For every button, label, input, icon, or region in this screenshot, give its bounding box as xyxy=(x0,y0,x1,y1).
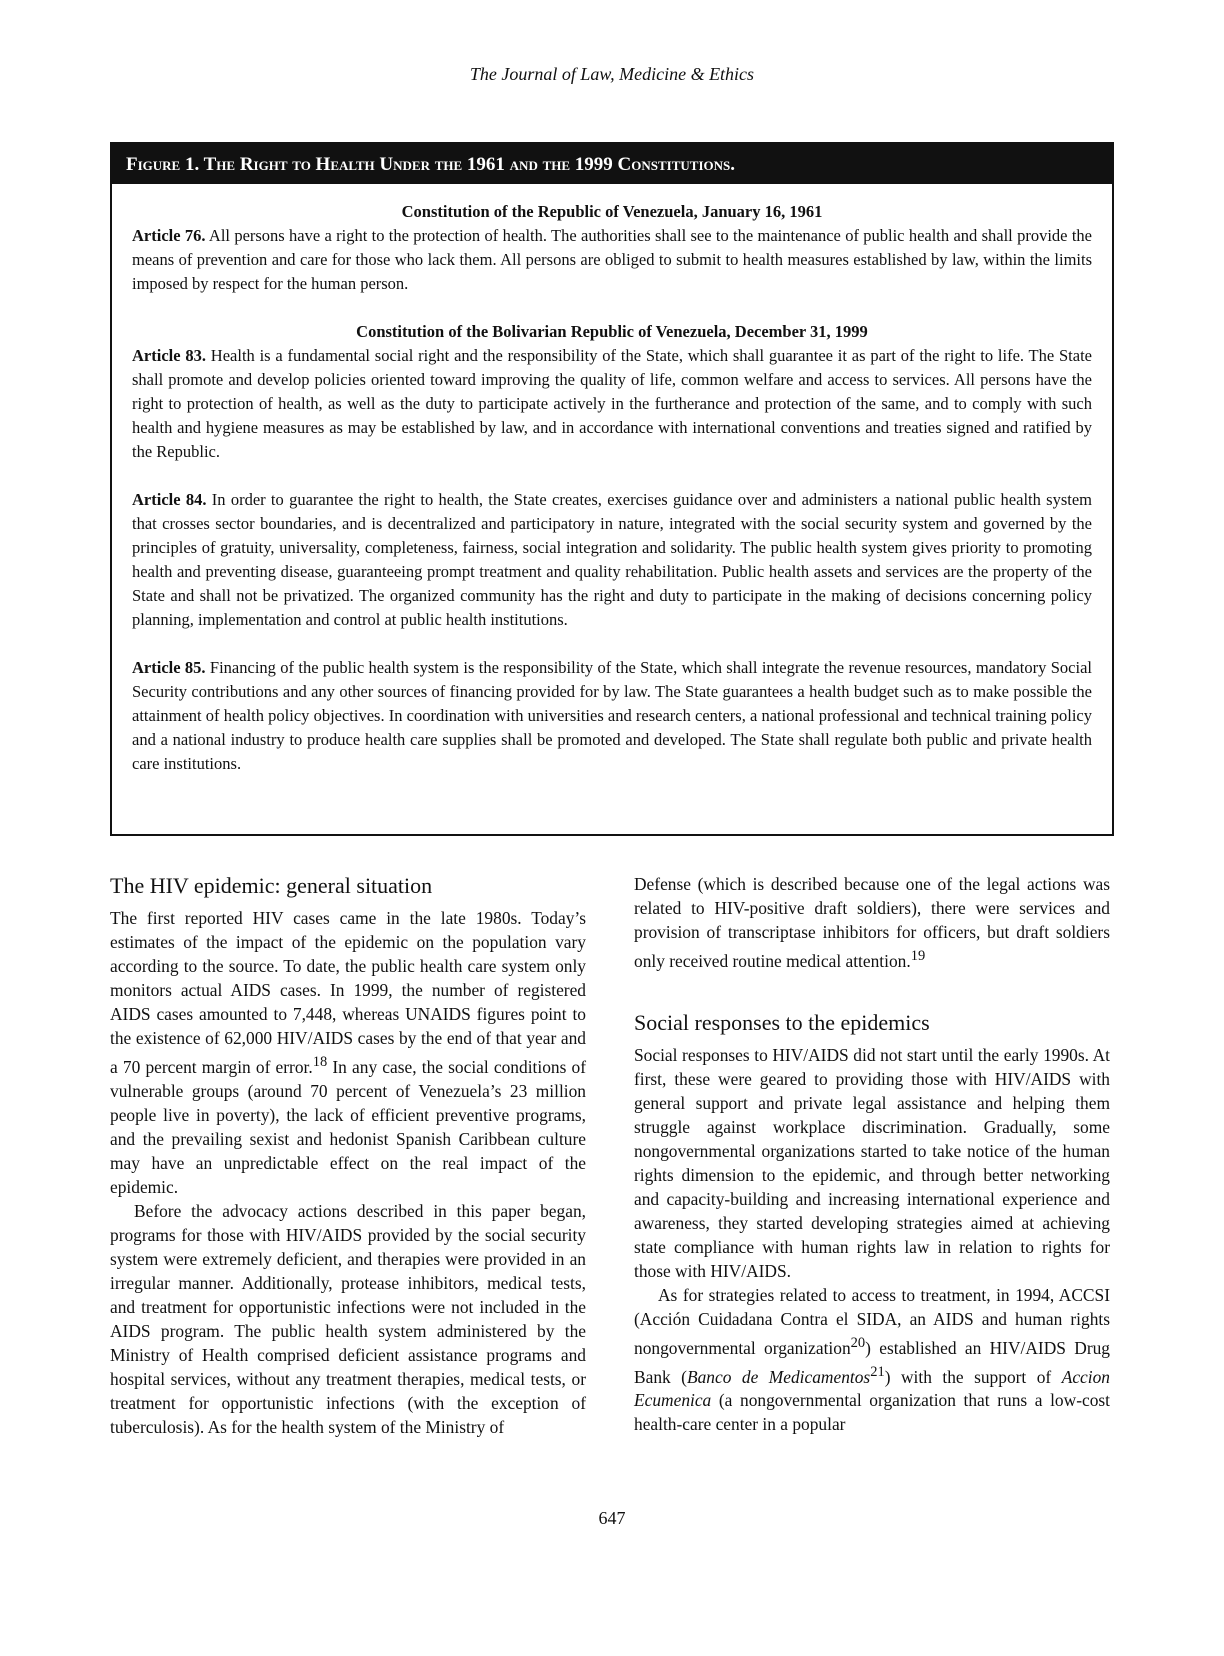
text: ) with the support of xyxy=(884,1366,1062,1387)
article-76 xyxy=(132,224,1092,296)
left-column xyxy=(110,872,586,1439)
footnote-ref: 18 xyxy=(312,1054,328,1070)
text: (a nongovernmental organization that runs a low-cost health-care center in a popular xyxy=(634,1390,1110,1435)
article-text: In order to guarantee the right to health, the State creates, exercises guidance over and administers a national public health system that crosses sector boundaries, and is decentralized and participatory in nature, integrated with the social security system and governed by the principles of gratuity, universality, completeness, fairness, social integration and solidarity. The public health system gives priority to promoting health and preventing disease, guaranteeing prompt treatment and quality rehabilitation. Public health assets and services are the property of the State and shall not be privatized. The organized community has the right and duty to participate in the making of decisions concerning policy planning, implementation and control at public health institutions. xyxy=(132,490,1092,629)
figure-body xyxy=(132,200,1092,776)
section-heading-hiv-epidemic: The HIV epidemic: general situation xyxy=(110,873,433,898)
footnote-ref: 20 xyxy=(850,1334,866,1351)
text: Defense (which is described because one of the legal actions was related to HIV-positive draft soldiers), there were services and provision of transcriptase inhibitors for officers, but draft soldiers only received routine medical attention. xyxy=(634,874,1110,971)
figure-title: Figure 1. The Right to Health Under the 1961 and the 1999 Constitutions. xyxy=(112,144,1112,184)
footnote-ref: 19 xyxy=(910,948,926,964)
article-85 xyxy=(132,656,1092,776)
text: In any case, the social conditions of vulnerable groups (around 70 percent of Venezuela’s 23 million people live in poverty), the lack of efficient preventive programs, and the prevailing sexist and hedonist Spanish Caribbean culture may have an unpredictable effect on the real impact of the epidemic. xyxy=(110,1056,586,1197)
article-label: Article 85. xyxy=(132,658,206,677)
article-83 xyxy=(132,344,1092,464)
section-heading-social-responses: Social responses to the epidemics xyxy=(634,1009,930,1035)
text: The first reported HIV cases came in the late 1980s. Today’s estimates of the impact of the epidemic on the population vary according to the source. To date, the public health care system only monitors actual AIDS cases. In 1999, the number of registered AIDS cases amounted to 7,448, whereas UNAIDS figures point to the existence of 62,000 HIV/AIDS cases by the end of that year and a 70 percent margin of error. xyxy=(110,908,586,1077)
running-head: The Journal of Law, Medicine & Ethics xyxy=(469,64,755,84)
paragraph: Social responses to HIV/AIDS did not start until the early 1990s. At first, these were geared to providing those with HIV/AIDS with general support and private legal assistance and helping them struggle against workplace discrimination. Gradually, some nongovernmental organizations started to take notice of the human rights dimension to the epidemic, and through better networking and capacity-building and increasing international experience and awareness, they started developing strategies aimed at achieving state compliance with human rights law in relation to rights for those with HIV/AIDS. xyxy=(634,1044,1110,1281)
italic-term: Banco de Medicamentos xyxy=(686,1366,871,1387)
paragraph xyxy=(110,906,586,1199)
article-label: Article 83. xyxy=(132,346,206,365)
article-text: Health is a fundamental social right and the responsibility of the State, which shall guarantee it as part of the right to life. The State shall promote and develop policies oriented toward improving the quality of life, common welfare and access to services. All persons have the right to protection of health, as well as the duty to participate actively in the furtherance and protection of the same, and to comply with such health and hygiene measures as may be established by law, and in accordance with international conventions and treaties signed and ratified by the Republic. xyxy=(132,346,1092,461)
paragraph xyxy=(634,1283,1110,1437)
page-number: 647 xyxy=(598,1508,626,1528)
footnote-ref: 21 xyxy=(870,1363,885,1380)
article-label: Article 84. xyxy=(132,490,207,509)
paragraph: Before the advocacy actions described in this paper began, programs for those with HIV/AIDS provided by the social security system were extremely deficient, and therapies were provided in an irregular manner. Additionally, protease inhibitors, medical tests, and treatment for opportunistic infections were not included in the AIDS program. The public health system administered by the Ministry of Health comprised deficient assistance programs and hospital services, without any treatment therapies, medical tests, or treatment for opportunistic infections (with the exception of tuberculosis). As for the health system of the Ministry of xyxy=(110,1200,586,1437)
constitution-1961-title: Constitution of the Republic of Venezuela, January 16, 1961 xyxy=(401,202,823,221)
article-label: Article 76. xyxy=(132,226,206,245)
right-column xyxy=(634,872,1110,1436)
text: As for strategies related to access to treatment, in 1994, ACCSI (Acción Cuidadana Contra el SIDA, an AIDS and human rights nongovernmental organization xyxy=(634,1284,1110,1358)
article-text: Financing of the public health system is the responsibility of the State, which shall integrate the revenue resources, mandatory Social Security contributions and any other sources of financing provided for by law. The State guarantees a health budget such as to make possible the attainment of health policy objectives. In coordination with universities and research centers, a national professional and technical training policy and a national industry to produce health care supplies shall be promoted and developed. The State shall regulate both public and private health care institutions. xyxy=(132,658,1092,773)
text: ) established an HIV/AIDS Drug Bank ( xyxy=(634,1337,1110,1387)
figure-box xyxy=(110,142,1114,836)
article-text: All persons have a right to the protection of health. The authorities shall see to the maintenance of public health and shall provide the means of prevention and care for those who lack them. All persons are obliged to submit to health measures established by law, within the limits imposed by respect for the human person. xyxy=(132,226,1092,293)
article-84 xyxy=(132,488,1092,632)
paragraph-continued xyxy=(634,872,1110,973)
constitution-1999-title: Constitution of the Bolivarian Republic of Venezuela, December 31, 1999 xyxy=(356,322,868,341)
italic-term: Accion Ecumenica xyxy=(634,1366,1110,1411)
